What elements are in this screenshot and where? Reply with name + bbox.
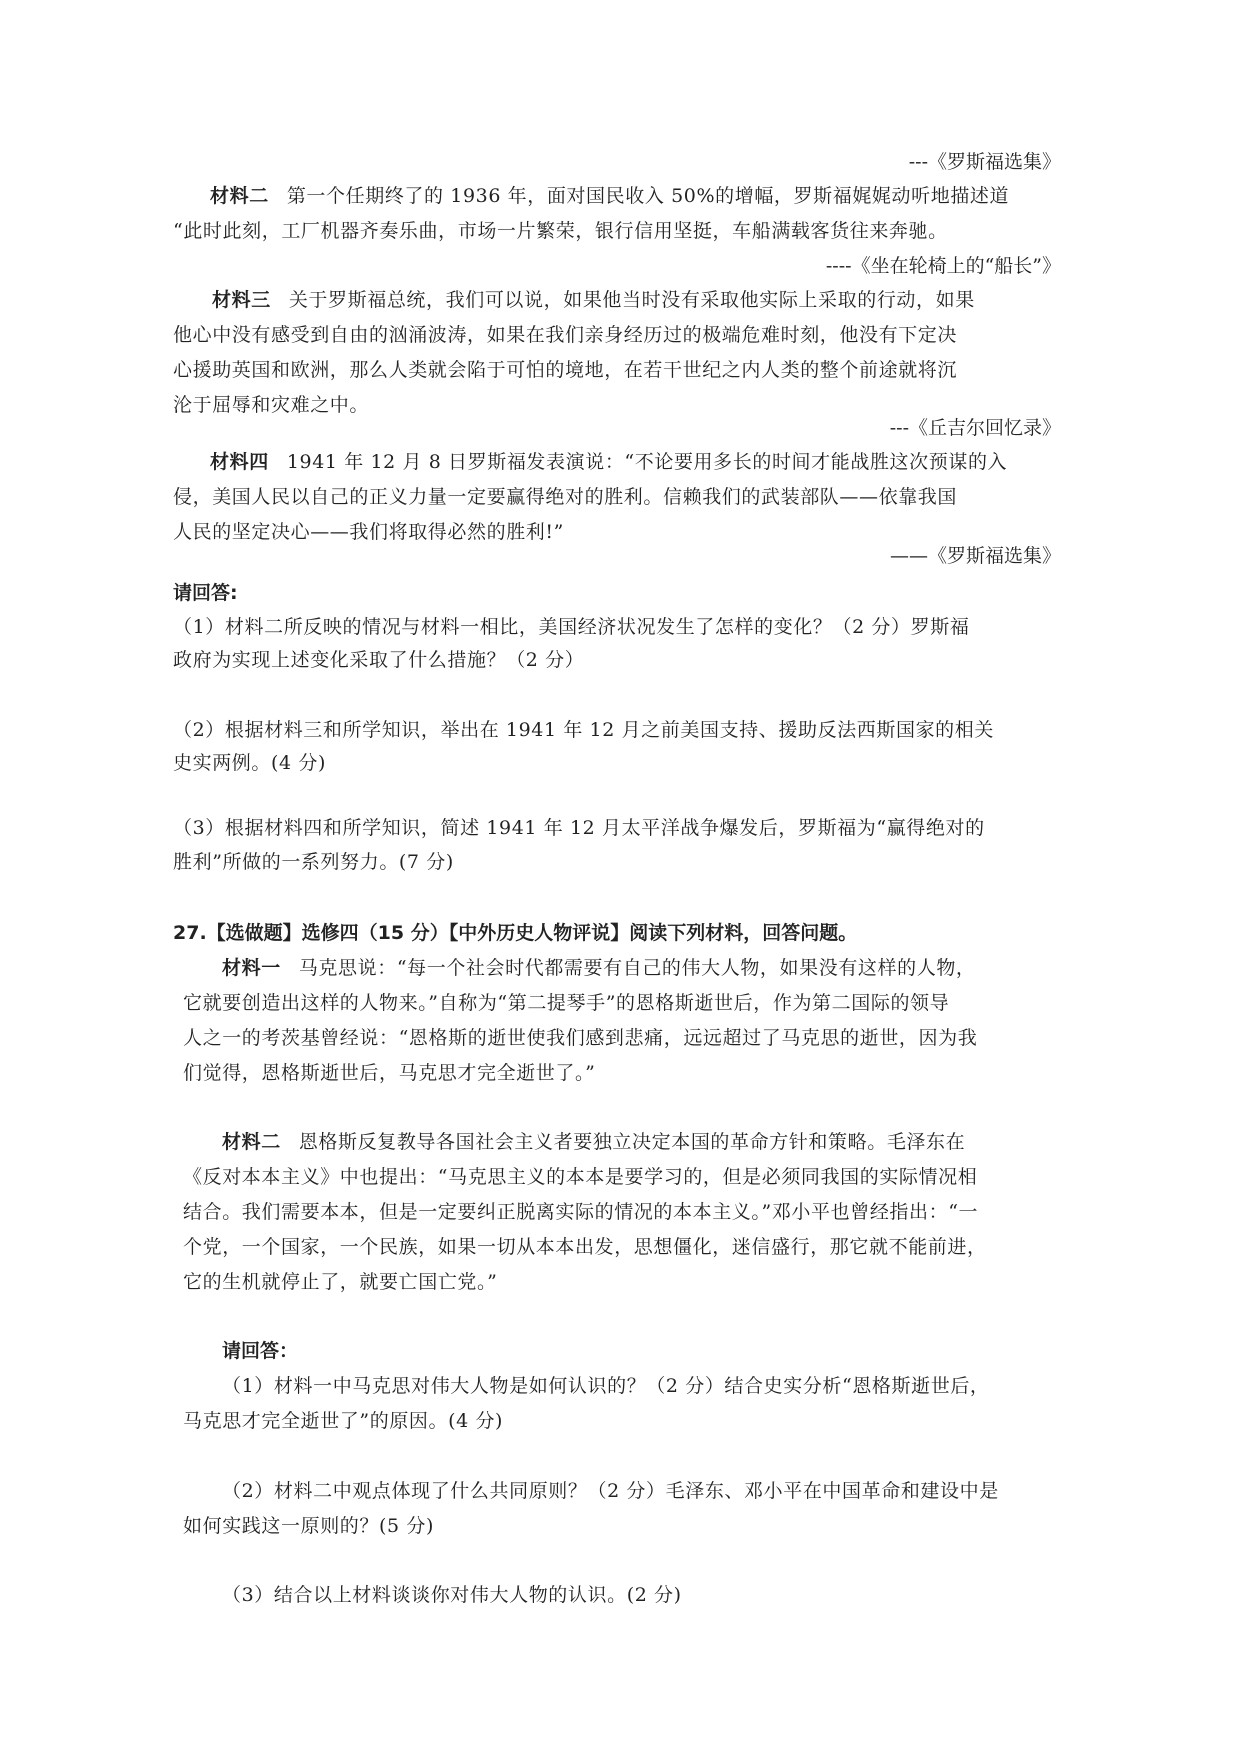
material-3-line-2: 他心中没有感受到自由的汹涌波涛，如果在我们亲身经历过的极端危难时刻，他没有下定决 — [173, 324, 958, 346]
material-3-line-4: 沦于屈辱和灾难之中。 — [173, 394, 370, 416]
source-wheelchair-captain: ----《坐在轮椅上的“船长”》 — [825, 255, 1061, 277]
q27-material-1-line-4: 们觉得，恩格斯逝世后，马克思才完全逝世了。” — [183, 1062, 596, 1084]
material-3-label: 材料三 — [212, 289, 271, 311]
q27-material-2-label: 材料二 — [222, 1131, 281, 1153]
material-4-line-1: 材料四 1941 年 12 月 8 日罗斯福发表演说：“不论要用多长的时间才能战胜这次预谋的入 — [210, 451, 1008, 473]
question-27-3-line-1: （3）结合以上材料谈谈你对伟大人物的认识。(2 分) — [222, 1584, 682, 1606]
q27-material-2-line-4: 个党，一个国家，一个民族，如果一切从本本出发，思想僵化，迷信盛行，那它就不能前进， — [183, 1236, 987, 1258]
material-3-line-3: 心援助英国和欧洲，那么人类就会陷于可怕的境地，在若干世纪之内人类的整个前途就将沉 — [173, 359, 958, 381]
answer-prompt-26: 请回答: — [173, 582, 238, 604]
question-26-2-line-2: 史实两例。(4 分) — [173, 752, 326, 774]
question-27-2-line-2: 如何实践这一原则的？(5 分) — [183, 1515, 434, 1537]
source-roosevelt-collected-works-2: ——《罗斯福选集》 — [889, 545, 1061, 567]
material-3-line-1: 材料三 关于罗斯福总统，我们可以说，如果他当时没有采取他实际上采取的行动，如果 — [212, 289, 975, 311]
question-27-2-line-1: （2）材料二中观点体现了什么共同原则？（2 分）毛泽东、邓小平在中国革命和建设中是 — [222, 1480, 999, 1502]
source-churchill-memoirs: ---《丘吉尔回忆录》 — [889, 417, 1061, 439]
material-2-line-1: 材料二 第一个任期终了的 1936 年，面对国民收入 50%的增幅，罗斯福娓娓动听地描述道 — [210, 185, 1010, 207]
material-4-line-2: 侵，美国人民以自己的正义力量一定要赢得绝对的胜利。信赖我们的武装部队——依靠我国 — [173, 486, 958, 508]
material-4-line-3: 人民的坚定决心——我们将取得必然的胜利!” — [173, 521, 564, 543]
question-26-1-line-1: （1）材料二所反映的情况与材料一相比，美国经济状况发生了怎样的变化？（2 分）罗斯福 — [173, 616, 970, 638]
q27-material-2-line-2: 《反对本本主义》中也提出：“马克思主义的本本是要学习的，但是必须同我国的实际情况相 — [183, 1166, 978, 1188]
source-roosevelt-collected-works: ---《罗斯福选集》 — [908, 151, 1061, 173]
q27-material-1-line-3: 人之一的考茨基曾经说：“恩格斯的逝世使我们感到悲痛，远远超过了马克思的逝世，因为我 — [183, 1027, 978, 1049]
q27-material-2-line-3: 结合。我们需要本本，但是一定要纠正脱离实际的情况的本本主义。”邓小平也曾经指出：“一 — [183, 1201, 979, 1223]
answer-prompt-27: 请回答： — [222, 1340, 299, 1362]
q27-material-2-line-1: 材料二 恩格斯反复教导各国社会主义者要独立决定本国的革命方针和策略。毛泽东在 — [222, 1131, 966, 1153]
question-26-3-line-1: （3）根据材料四和所学知识，简述 1941 年 12 月太平洋战争爆发后，罗斯福为“赢得绝对的 — [173, 817, 985, 839]
material-2-label: 材料二 — [210, 185, 269, 207]
question-26-3-line-2: 胜利”所做的一系列努力。(7 分) — [173, 851, 454, 873]
question-26-2-line-1: （2）根据材料三和所学知识，举出在 1941 年 12 月之前美国支持、援助反法西斯国家的相关 — [173, 719, 994, 741]
question-27-heading: 27.【选做题】选修四（15 分）【中外历史人物评说】阅读下列材料，回答问题。 — [173, 922, 858, 944]
q27-material-1-label: 材料一 — [222, 957, 281, 979]
q27-material-1-line-2: 它就要创造出这样的人物来。”自称为“第二提琴手”的恩格斯逝世后，作为第二国际的领导 — [183, 992, 950, 1014]
question-26-1-line-2: 政府为实现上述变化采取了什么措施？（2 分） — [173, 649, 585, 671]
material-4-label: 材料四 — [210, 451, 269, 473]
q27-material-2-line-5: 它的生机就停止了，就要亡国亡党。” — [183, 1271, 498, 1293]
question-27-1-line-1: （1）材料一中马克思对伟大人物是如何认识的？（2 分）结合史实分析“恩格斯逝世后， — [222, 1375, 990, 1397]
q27-material-1-line-1: 材料一 马克思说：“每一个社会时代都需要有自己的伟大人物，如果没有这样的人物， — [222, 957, 976, 979]
question-27-1-line-2: 马克思才完全逝世了”的原因。(4 分) — [183, 1410, 504, 1432]
material-2-line-2: “此时此刻，工厂机器齐奏乐曲，市场一片繁荣，银行信用坚挺，车船满载客货往来奔驰。 — [173, 220, 948, 242]
